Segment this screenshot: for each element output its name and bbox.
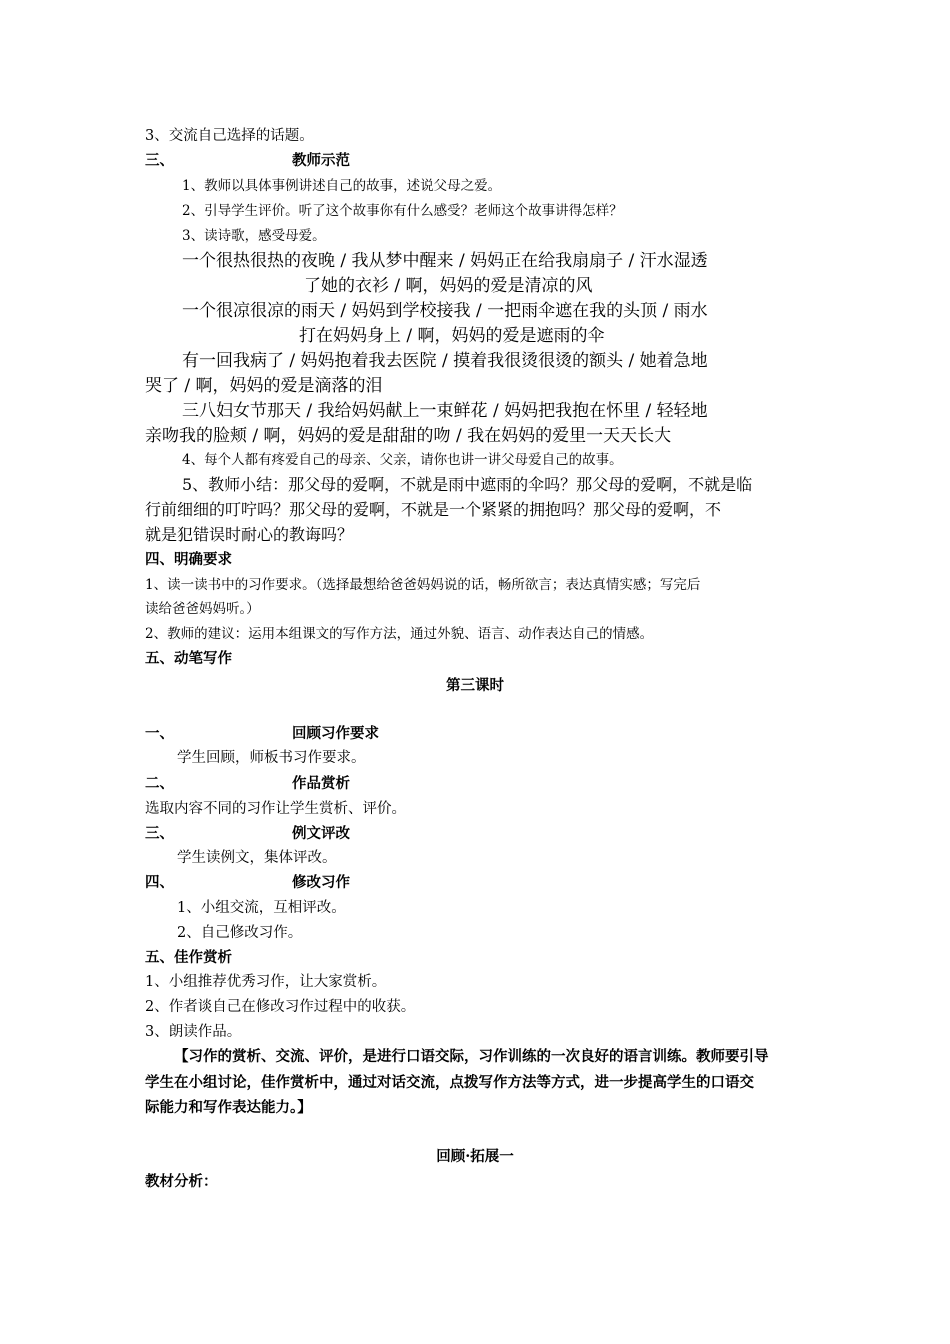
section-heading: 五、动笔写作 [145,650,232,667]
section-heading: 例文评改 [292,825,350,842]
note-line: 学生在小组讨论，佳作赏析中，通过对话交流，点拨写作方法等方式，进一步提高学生的口语交 [145,1074,754,1091]
section-heading: 教材分析： [145,1173,218,1190]
section-heading: 回顾习作要求 [292,725,379,742]
lesson-title: 第三课时 [446,677,504,694]
section-number: 三、 [145,825,174,842]
note-line: 【习作的赏析、交流、评价，是进行口语交际，习作训练的一次良好的语言训练。教师要引导 [174,1048,769,1065]
text-line: 1、小组交流，互相评改。 [177,900,346,916]
text-line: 学生回顾，师板书习作要求。 [177,750,366,766]
text-line: 3、朗读作品。 [145,1024,242,1040]
poem-line: 有一回我病了 / 妈妈抱着我去医院 / 摸着我很烫很烫的额头 / 她着急地 [182,351,708,371]
text-line: 2、作者谈自己在修改习作过程中的收获。 [145,999,416,1015]
poem-line: 亲吻我的脸颊 / 啊，妈妈的爱是甜甜的吻 / 我在妈妈的爱里一天天长大 [145,426,672,446]
text-line: 3、读诗歌，感受母爱。 [182,228,326,244]
poem-line: 一个很凉很凉的雨天 / 妈妈到学校接我 / 一把雨伞遮在我的头顶 / 雨水 [182,301,708,321]
poem-line: 了她的衣衫 / 啊，妈妈的爱是清凉的风 [304,276,593,296]
poem-line: 一个很热很热的夜晚 / 我从梦中醒来 / 妈妈正在给我扇扇子 / 汗水湿透 [182,251,708,271]
section-number: 二、 [145,775,174,792]
section-number: 一、 [145,725,174,742]
section-heading: 五、佳作赏析 [145,949,232,966]
text-line: 5、教师小结：那父母的爱啊，不就是雨中遮雨的伞吗？那父母的爱啊，不就是临 [182,475,753,494]
section-number: 四、 [145,874,174,891]
text-line: 选取内容不同的习作让学生赏析、评价。 [145,801,406,817]
text-line: 读给爸爸妈妈听。） [145,601,260,617]
poem-line: 打在妈妈身上 / 啊，妈妈的爱是遮雨的伞 [299,326,605,346]
section-number: 三、 [145,152,174,169]
text-line: 2、引导学生评价。听了这个故事你有什么感受？老师这个故事讲得怎样？ [182,203,623,219]
text-line: 2、教师的建议：运用本组课文的写作方法，通过外貌、语言、动作表达自己的情感。 [145,626,654,642]
text-line: 1、教师以具体事例讲述自己的故事，述说父母之爱。 [182,178,502,194]
section-heading: 四、明确要求 [145,551,232,568]
section-heading: 作品赏析 [292,775,350,792]
text-line: 3、交流自己选择的话题。 [145,128,314,144]
section-heading: 修改习作 [292,874,350,891]
text-line: 行前细细的叮咛吗？那父母的爱啊，不就是一个紧紧的拥抱吗？那父母的爱啊，不 [145,500,722,519]
text-line: 1、读一读书中的习作要求。（选择最想给爸爸妈妈说的话，畅所欲言；表达真情实感；写完后 [145,577,701,593]
text-line: 4、每个人都有疼爱自己的母亲、父亲，请你也讲一讲父母爱自己的故事。 [182,452,623,468]
section-heading: 教师示范 [292,152,350,169]
text-line: 1、小组推荐优秀习作，让大家赏析。 [145,974,387,990]
text-line: 2、自己修改习作。 [177,925,303,941]
text-line: 就是犯错误时耐心的教诲吗？ [145,525,354,544]
chapter-title: 回顾·拓展一 [436,1148,514,1165]
text-line: 学生读例文，集体评改。 [177,850,337,866]
poem-line: 哭了 / 啊，妈妈的爱是滴落的泪 [145,376,383,396]
poem-line: 三八妇女节那天 / 我给妈妈献上一束鲜花 / 妈妈把我抱在怀里 / 轻轻地 [182,401,708,421]
note-line: 际能力和写作表达能力。】 [145,1099,312,1116]
